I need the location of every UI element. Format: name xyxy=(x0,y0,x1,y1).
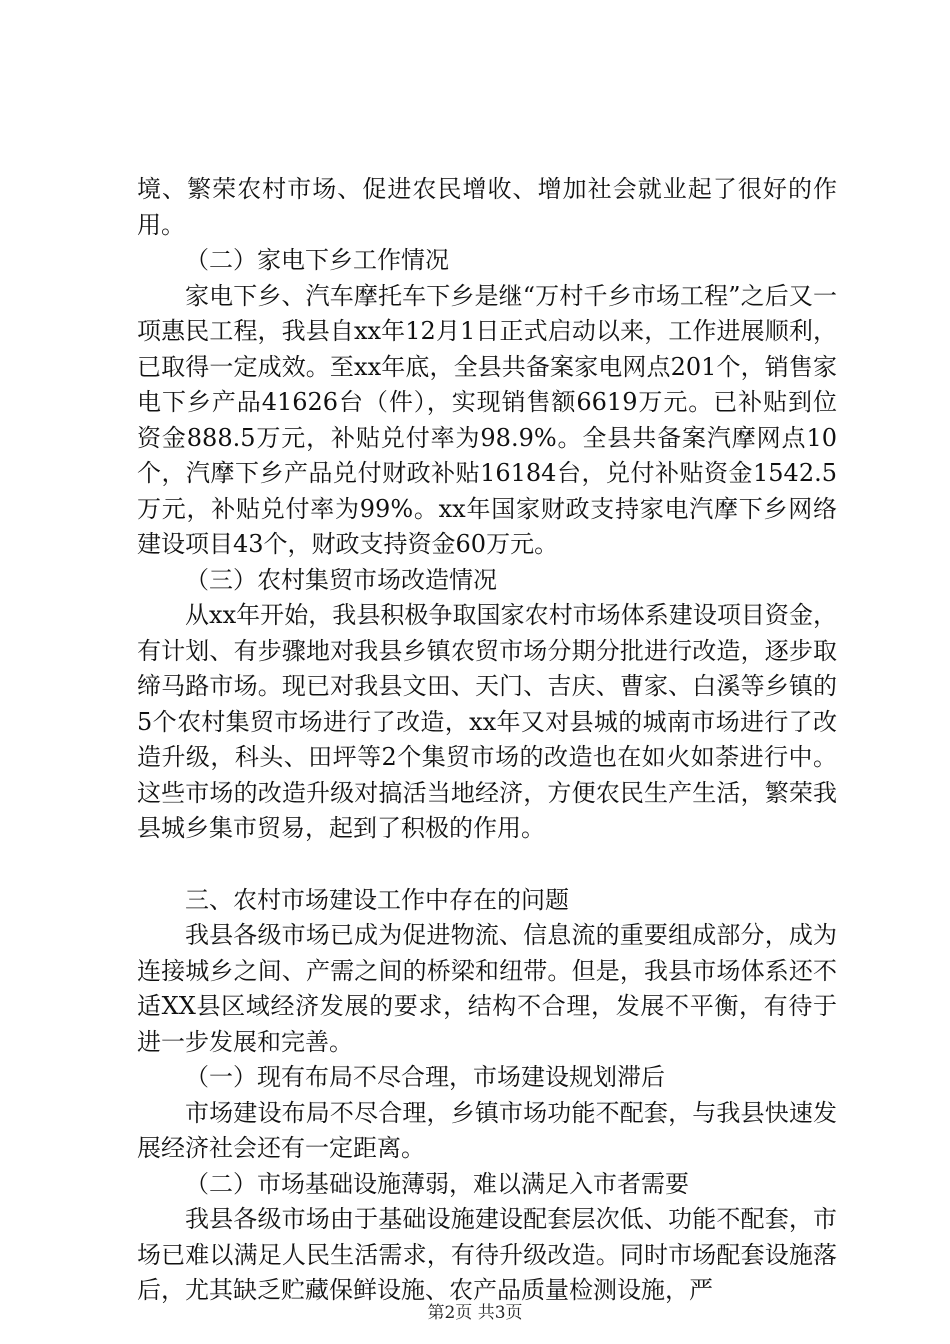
paragraph-infrastructure: 我县各级市场由于基础设施建设配套层次低、功能不配套，市场已难以满足人民生活需求，有待升级改造。同时市场配套设施落后，尤其缺乏贮藏保鲜设施、农产品质量检测设施，严 xyxy=(137,1205,837,1304)
paragraph-problems-intro: 我县各级市场已成为促进物流、信息流的重要组成部分，成为连接城乡之间、产需之间的桥梁和纽带。但是，我县市场体系还不适XX县区域经济发展的要求，结构不合理，发展不平衡，有待于进一步发展和完善。 xyxy=(137,921,837,1056)
section-heading-problems: 三、农村市场建设工作中存在的问题 xyxy=(185,885,569,914)
paragraph-market-renovation: 从xx年开始，我县积极争取国家农村市场体系建设项目资金，有计划、有步骤地对我县乡镇农贸市场分期分批进行改造，逐步取缔马路市场。现已对我县文田、天门、吉庆、曹家、白溪等乡镇的5个农村集贸市场进行了改造，xx年又对县城的城南市场进行了改造升级，科头、田坪等2个集贸市场的改造也在如火如荼进行中。这些市场的改造升级对搞活当地经济，方便农民生产生活，繁荣我县城乡集市贸易，起到了积极的作用。 xyxy=(137,601,837,842)
subheading-market-renovation: （三）农村集贸市场改造情况 xyxy=(185,565,497,594)
paragraph-continuation: 境、繁荣农村市场、促进农民增收、增加社会就业起了很好的作用。 xyxy=(137,175,837,239)
subheading-home-appliances: （二）家电下乡工作情况 xyxy=(185,246,449,274)
subheading-layout: （一）现有布局不尽合理，市场建设规划滞后 xyxy=(185,1063,665,1091)
paragraph-layout: 市场建设布局不尽合理，乡镇市场功能不配套，与我县快速发展经济社会还有一定距离。 xyxy=(137,1098,837,1162)
document-body xyxy=(137,172,837,1309)
page-footer: 第2页 共3页 xyxy=(427,1303,523,1323)
subheading-infrastructure: （二）市场基础设施薄弱，难以满足入市者需要 xyxy=(185,1169,689,1198)
paragraph-home-appliances: 家电下乡、汽车摩托车下乡是继“万村千乡市场工程”之后又一项惠民工程，我县自xx年12月1日正式启动以来，工作进展顺利，已取得一定成效。至xx年底，全县共备案家电网点201个，销售家电下乡产品41626台（件），实现销售额6619万元。已补贴到位资金888.5万元，补贴兑付率为98.9%。全县共备案汽摩网点10个，汽摩下乡产品兑付财政补贴16184台，兑付补贴资金1542.5万元，补贴兑付率为99%。xx年国家财政支持家电汽摩下乡网络建设项目43个，财政支持资金60万元。 xyxy=(137,281,837,558)
